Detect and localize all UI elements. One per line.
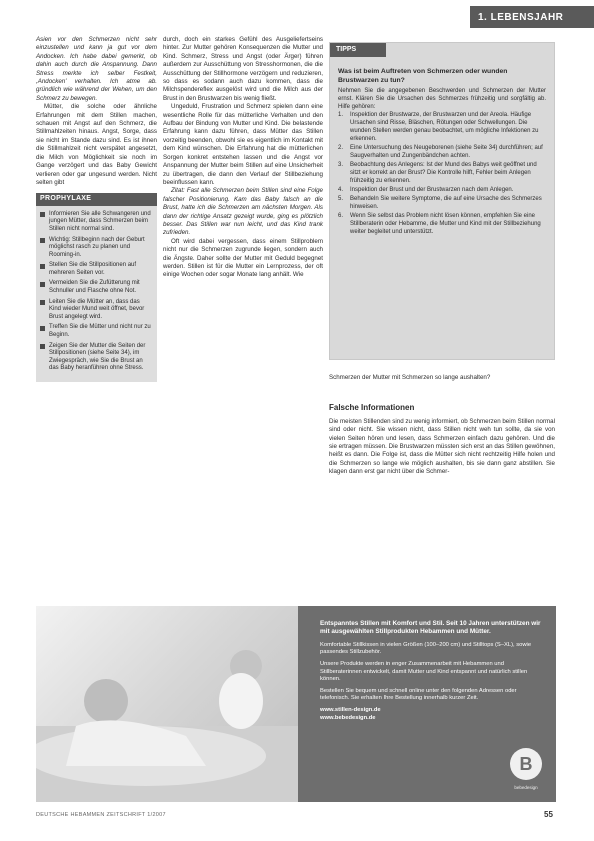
body-text: Oft wird dabei vergessen, dass einem Stillproblem nicht nur die Schmerzen zugrunde liegen, sondern auch die Ängste. Daher sollte der Mutter mit Geduld begegnet werden. Stillen ist für die Mutter ein Lernprozess, der oft einige Wochen oder sogar Monate lang anhält. Wie [163, 237, 323, 279]
ad-link[interactable]: www.bebedesign.de [320, 714, 376, 721]
ad-text-panel [298, 606, 556, 802]
tipps-question: Was ist beim Auftreten von Schmerzen oder wunden Brustwarzen zu tun? [338, 68, 508, 84]
bullet-square-icon [40, 300, 45, 305]
list-item: Zeigen Sie der Mutter die Seiten der Stillpositionen (siehe Seite 34), im Zwiegespräch, wie Sie die Brust an das Baby heranführen ohne Stress. [40, 343, 153, 373]
body-text: Die meisten Stillenden sind zu wenig informiert, ob Schmerzen beim Stillen normal sind oder nicht. Sie wissen nicht, dass Stillen nicht weh tun sollte, da sie von vielen Seiten hören und lesen, dass Schmerzen einfach dazu gehören. Und die sie ertragen müssen. Die Brustwarzen müssten sich erst an das Stillen gewöhnen, heißt es dann. Die Folge ist, dass die Mütter sich nicht rechtzeitig Hilfe holen und die Schmerzen so lange wie möglich aushalten, bis sie dann ganz abstillen. Sie klagen dann erst gar nicht über die Schmer- [329, 417, 555, 476]
bullet-square-icon [40, 282, 45, 287]
column-middle [163, 36, 323, 280]
list-item: 4. Inspektion der Brust und der Brustwarzen nach dem Anlegen. [338, 187, 514, 193]
tipps-content [338, 67, 546, 237]
caption-text: Schmerzen der Mutter mit Schmerzen so lange aushalten? [329, 374, 491, 381]
body-text: Ungeduld, Frustration und Schmerz spielen dann eine wesentliche Rolle für das mütterliche Verhalten und den Aufbau der Bindung von Mutter und Kind. Die belastende Erfahrung kann dazu führen, dass Mütter das Stillen vorzeitig beenden, obwohl sie es eigentlich im Kontakt mit dem Kind wünschen. Die Erfahrung hat die mütterlichen Sorgen konkret entstehen lassen und die Angst vor Anspannung der Mutter beim Stillen auf eine Unsicherheit zu übertragen, die dann den Verlauf der Stillbeziehung beeinflussen kann. [163, 103, 323, 186]
bullet-square-icon [40, 264, 45, 269]
list-item: Stellen Sie die Stillpositionen auf mehreren Seiten vor. [40, 262, 153, 277]
ad-text: Unsere Produkte werden in enger Zusammenarbeit mit Hebammen und Stillberaterinnen entwickelt, damit Mutter und Kind entspannt und natürlich stillen können. [320, 661, 528, 683]
list-item: 1. Inspektion der Brustwarze, der Brustwarzen und der Areola. Häufige Ursachen sind Risse, Bläschen, Rötungen oder Schwellungen. Die wunden Stellen werden genau beobachtet, um mögliche Infektionen zu erkennen. [338, 112, 539, 142]
list-item: 6. Wenn Sie selbst das Problem nicht lösen können, empfehlen Sie eine Stillberaterin oder Hebamme, die Mutter und Kind mit der Stillbeziehung weiter begleitet und unterstützt. [338, 213, 541, 235]
brand-logo-icon: B [510, 748, 542, 780]
brand-logo-label: bebedesign [514, 785, 538, 790]
ad-headline: Entspanntes Stillen mit Komfort und Stil. Seit 10 Jahren unterstützen wir mit ausgewählten Stillprodukten Hebammen und Mütter. [320, 620, 541, 636]
list-item: Informieren Sie alle Schwangeren und jungen Mütter, dass Schmerzen beim Stillen nicht normal sind. [40, 211, 153, 234]
section-header: 1. LEBENSJAHR [470, 6, 594, 28]
column-right [329, 374, 555, 477]
ad-links [320, 707, 544, 722]
ad-text: Komfortable Stillkissen in vielen Größen (100–200 cm) und Stilltops (S–XL), sowie passendes Stillzubehör. [320, 641, 532, 656]
tipps-tab: TIPPS [330, 43, 386, 57]
advertisement [36, 606, 556, 802]
bullet-square-icon [40, 212, 45, 217]
body-text: Mütter, die solche oder ähnliche Erfahrungen mit dem Stillen machen, schauen mit Angst auf den Schmerz, die Stillmahlzeiten hinaus. Angst, Sorge, dass sie nicht im Stande dazu sind. Es ist ihnen die Stillmahlzeit nicht verspätet angesetzt, die Milch von Möglichkeit sie noch im Gange verzögert und das Baby Gewicht verlieren oder gar ungesund werden. Nicht selten gibt [36, 103, 157, 186]
bullet-square-icon [40, 326, 45, 331]
list-item: Vermeiden Sie die Zufütterung mit Schnuller und Flasche ohne Not. [40, 280, 153, 295]
mother-baby-photo [36, 606, 306, 802]
ad-link[interactable]: www.stillen-design.de [320, 706, 381, 713]
prophylaxe-box [36, 206, 157, 382]
list-item: 2. Eine Untersuchung des Neugeborenen (siehe Seite 34) durchführen; auf Saugverhalten und Zungenbändchen achten. [338, 145, 543, 159]
list-item: 3. Beobachtung des Anlegens: Ist der Mund des Babys weit geöffnet und sitzt er korrekt an der Brust? Die Kontrolle hilft, Fehler beim Anlegen frühzeitig zu erkennen. [338, 162, 537, 184]
list-item: Wichtig: Stillbeginn nach der Geburt möglichst rasch zu planen und Rooming-in. [40, 237, 153, 260]
ad-text: Bestellen Sie bequem und schnell online unter den folgenden Adressen oder telefonisch. Sie erhalten Ihre Bestellung innerhalb kurzer Zeit. [320, 687, 517, 702]
quote-text: Asien vor den Schmerzen nicht sehr einzustellen und kann ja gut vor dem Andocken. Ich habe dabei gemerkt, ob dahin auch durch die Anspannung. Dann Stress merkte ich selber Festkeit, ,Andocken' verhalten. Ich atme ab. gründlich wie während der Wehen, um den Schmerz zu bewegen. [36, 36, 157, 102]
tipps-intro: Nehmen Sie die angegebenen Beschwerden und Schmerzen der Mutter ernst. Klären Sie die Ursachen des Schmerzes frühzeitig und sorgfältig ab. Hilfe gehören: [338, 88, 546, 110]
list-item: Treffen Sie die Mütter und nicht nur zu Beginn. [40, 324, 153, 339]
prophylaxe-heading: PROPHYLAXE [36, 193, 157, 205]
bullet-square-icon [40, 238, 45, 243]
footer-journal: DEUTSCHE HEBAMMEN ZEITSCHRIFT 1/2007 [36, 812, 166, 818]
tipps-box [329, 42, 555, 360]
section-heading: Falsche Informationen [329, 403, 415, 413]
quote-text: Zitat: Fast alle Schmerzen beim Stillen sind eine Folge falscher Positionierung. Kam das Baby falsch an die Brust, hatte ich die Schmerzen am nächsten Morgen. Als dann der richtige Ansatz gezeigt wurde, ging es plötzlich besser. Das Stillen war nun leicht, und das Kind trank zufrieden. [163, 187, 323, 237]
tipps-list [338, 111, 546, 236]
column-left [36, 36, 157, 382]
list-item: 5. Behandeln Sie weitere Symptome, die auf eine Ursache des Schmerzes hinweisen. [338, 196, 542, 210]
list-item: Leiten Sie die Mütter an, dass das Kind wieder Mund weit öffnet, bevor Brust angelegt wird. [40, 299, 153, 322]
photo-illustration [36, 606, 306, 802]
body-text: durch, doch ein starkes Gefühl des Ausgeliefertseins hinter. Zur Mutter gehören Konsequenzen die Mutter und Kind. Schmerz, Stress und Angst (oder Ärger) führen außerdem zur Ausschüttung von Stresshormonen, die die Ausschüttung der Stillhormone verzögern und reduzieren, so dass es sodann auch dazu kommen, dass die Milchspendereflex ausgelöst wird und die Milch aus der Brust in den Brustwarzen bis wenig fließt. [163, 36, 323, 102]
bullet-square-icon [40, 344, 45, 349]
page-number: 55 [544, 810, 553, 819]
